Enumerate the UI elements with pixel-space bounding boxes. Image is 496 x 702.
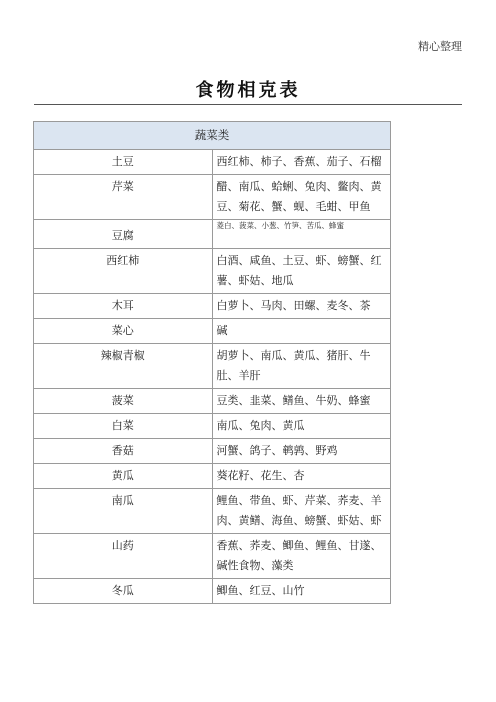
food-name: 豆腐 [34,220,213,249]
table-row [34,579,391,604]
food-name: 西红柿 [34,249,213,294]
food-name: 香菇 [34,439,213,464]
title-divider [34,104,462,105]
conflict-items: 胡萝卜、南瓜、黄瓜、猪肝、牛肚、羊肝 [212,344,391,389]
table-row [34,249,391,294]
page-title: 食物相克表 [195,80,301,101]
conflict-items: 豆类、韭菜、鳝鱼、牛奶、蜂蜜 [212,389,391,414]
conflict-items: 白萝卜、马肉、田螺、麦冬、茶 [212,294,391,319]
table-row [34,389,391,414]
food-name: 白菜 [34,414,213,439]
table-header-row [34,122,391,150]
conflict-items: 葵花籽、花生、杏 [212,464,391,489]
table-row [34,175,391,220]
header-note: 精心整理 [418,40,462,53]
conflict-items: 白酒、咸鱼、土豆、虾、螃蟹、红薯、虾姑、地瓜 [212,249,391,294]
table-row [34,294,391,319]
section-header: 蔬菜类 [34,122,391,150]
table-row [34,414,391,439]
food-name: 土豆 [34,150,213,175]
table-row [34,220,391,249]
food-name: 芹菜 [34,175,213,220]
food-name: 南瓜 [34,489,213,534]
conflict-items: 鲫鱼、红豆、山竹 [212,579,391,604]
food-name: 黄瓜 [34,464,213,489]
food-name: 木耳 [34,294,213,319]
conflict-items: 碱 [212,319,391,344]
conflict-items: 河蟹、鸽子、鹌鹑、野鸡 [212,439,391,464]
food-name: 冬瓜 [34,579,213,604]
conflict-items: 鲤鱼、带鱼、虾、芹菜、荞麦、羊肉、黄鳝、海鱼、螃蟹、虾姑、虾 [212,489,391,534]
conflict-items: 菱白、菠菜、小葱、竹笋、苦瓜、蜂蜜 [212,220,391,249]
table-row [34,150,391,175]
food-conflict-table [33,121,391,604]
conflict-items: 南瓜、兔肉、黄瓜 [212,414,391,439]
table-row [34,534,391,579]
table-row [34,489,391,534]
table-row [34,439,391,464]
food-name: 辣椒青椒 [34,344,213,389]
conflict-items: 香蕉、荞麦、鲫鱼、鲤鱼、甘遂、碱性食物、藻类 [212,534,391,579]
table-row [34,344,391,389]
table-row [34,319,391,344]
table-row [34,464,391,489]
food-name: 菜心 [34,319,213,344]
conflict-items: 醋、南瓜、蛤蜊、兔肉、鳖肉、黄豆、菊花、蟹、蚬、毛蚶、甲鱼 [212,175,391,220]
food-name: 菠菜 [34,389,213,414]
conflict-items: 西红柿、柿子、香蕉、茄子、石榴 [212,150,391,175]
food-name: 山药 [34,534,213,579]
